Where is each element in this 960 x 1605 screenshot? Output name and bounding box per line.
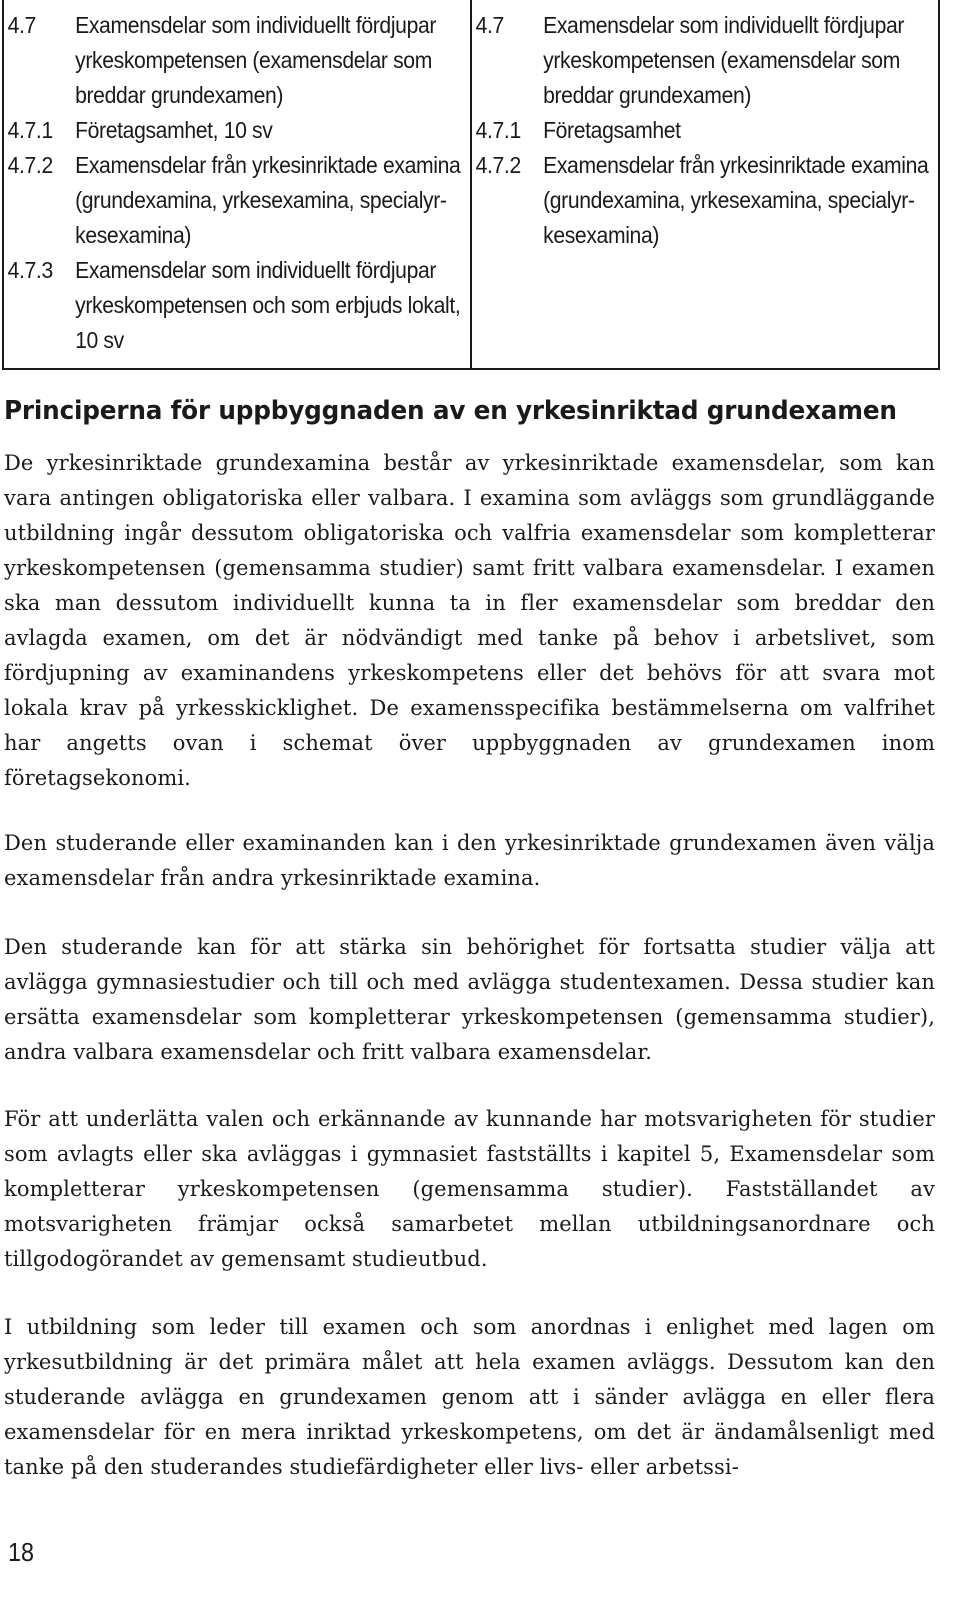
body-paragraph: Den studerande kan för att stärka sin behörighet för fortsatta studier välja att avlägga gymnasiestudier och till och med avlägga studentexamen. Dessa studier kan ersätta examensdelar som kompletterar yrkeskompetensen (gemensamma studier), andra valbara examensdelar och fritt valbara examensdelar.	[4, 935, 935, 1064]
section-title: Företagsamhet, 10 sv	[75, 117, 273, 143]
section-number: 4.7	[7, 12, 36, 38]
section-number: 4.7.2	[7, 152, 53, 178]
section-title: Examensdelar som individuellt fördjupar yrkeskompetensen och som erbjuds lokalt, 10 sv	[75, 257, 461, 353]
section-title: Examensdelar som individuellt fördjupar yrkeskompetensen (examensdelar som breddar grundexamen)	[543, 12, 905, 108]
table-row	[4, 113, 470, 148]
page-number: 18	[8, 1537, 35, 1567]
body-paragraph: För att underlätta valen och erkännande av kunnande har motsvarigheten för studier som avlagts eller ska avläggas i gymnasiet fastställts i kapitel 5, Examensdelar som kompletterar yrkeskompetensen (gemensamma studier). Fastställandet av motsvarigheten främjar också samarbetet mellan utbildningsanordnare och tillgodogörandet av gemensamt studieutbud.	[4, 1107, 935, 1271]
section-heading: Principerna för uppbyggnaden av en yrkesinriktad grundexamen	[4, 396, 897, 426]
table-row	[472, 148, 938, 253]
table-row	[472, 8, 938, 113]
section-number: 4.7.2	[475, 152, 521, 178]
section-title: Företagsamhet	[543, 117, 681, 143]
section-number: 4.7.1	[7, 117, 53, 143]
section-title: Examensdelar från yrkesinriktade examina (grundexamina, yrkesexamina, specialyr- kesexamina)	[75, 152, 461, 248]
body-paragraph: I utbildning som leder till examen och som anordnas i enlighet med lagen om yrkesutbildning är det primära målet att hela examen avläggs. Dessutom kan den studerande avlägga en grundexamen genom att i sänder avlägga en eller flera examensdelar för en mera inriktad yrkeskompetens, om det är ändamålsenligt med tanke på den studerandes studiefärdigheter eller livs- eller arbetssi-	[4, 1315, 935, 1479]
section-title: Examensdelar som individuellt fördjupar yrkeskompetensen (examensdelar som breddar grundexamen)	[75, 12, 437, 108]
body-paragraph: Den studerande eller examinanden kan i den yrkesinriktade grundexamen även välja examensdelar från andra yrkesinriktade examina.	[4, 831, 935, 890]
table-row	[472, 113, 938, 148]
table-right-column	[471, 0, 939, 369]
section-number: 4.7.1	[475, 117, 521, 143]
table-left-column	[3, 0, 471, 369]
section-number: 4.7	[475, 12, 504, 38]
section-title: Examensdelar från yrkesinriktade examina (grundexamina, yrkesexamina, specialyr- kesexamina)	[543, 152, 929, 248]
table-row	[4, 253, 470, 358]
table-row	[4, 8, 470, 113]
body-paragraph: De yrkesinriktade grundexamina består av yrkesinriktade examensdelar, som kan vara antingen obligatoriska eller valbara. I examina som avläggs som grundläggande utbildning ingår dessutom obligatoriska och valfria examensdelar som kompletterar yrkeskompetensen (gemensamma studier) samt fritt valbara examensdelar. I examen ska man dessutom individuellt kunna ta in fler examensdelar som breddar den avlagda examen, om det är nödvändigt med tanke på behov i arbetslivet, som fördjupning av examinandens yrkeskompetens eller det behövs för att svara mot lokala krav på yrkesskicklighet. De examensspecifika bestämmelserna om valfrihet har angetts ovan i schemat över uppbyggnaden av grundexamen inom företagsekonomi.	[4, 451, 935, 790]
comparison-table	[2, 0, 940, 370]
section-number: 4.7.3	[7, 257, 53, 283]
table-row	[4, 148, 470, 253]
